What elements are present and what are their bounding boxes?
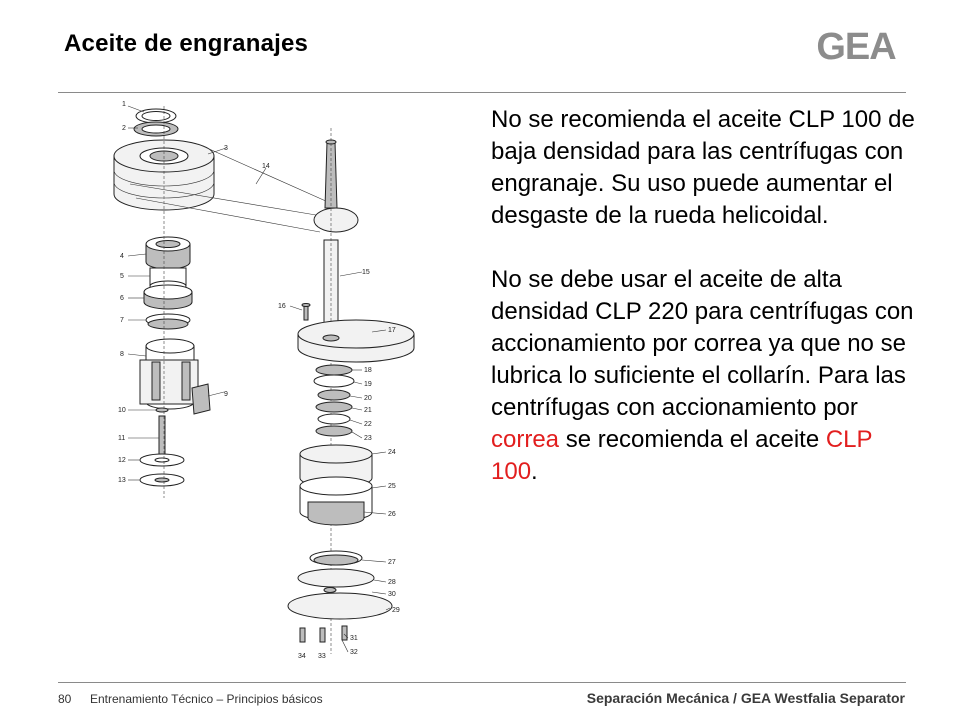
footer-brand <box>587 690 905 706</box>
part-label-20: 20 <box>364 395 372 402</box>
paragraph-gear-oil: No se recomienda el aceite CLP 100 de baja densidad para las centrífugas con engranaje. Su uso puede aumentar el desgaste de la rueda helicoidal. <box>491 106 915 229</box>
footer-left <box>58 692 323 706</box>
part-label-24: 24 <box>388 449 396 456</box>
part-label-31: 31 <box>350 635 358 642</box>
part-label-4: 4 <box>120 253 124 260</box>
header-divider <box>58 92 906 93</box>
part-label-32: 32 <box>350 649 358 656</box>
footer-divider <box>58 682 906 683</box>
part-label-21: 21 <box>364 407 372 414</box>
brand-division: Separación Mecánica <box>586 690 730 706</box>
exploded-view-diagram <box>100 98 440 664</box>
part-label-22: 22 <box>364 421 372 428</box>
part-label-8: 8 <box>120 351 124 358</box>
gea-logo-text: GEA <box>816 26 896 66</box>
part-label-34: 34 <box>298 653 306 660</box>
course-name: Entrenamiento Técnico – Principios básicos <box>90 692 323 706</box>
brand-company: GEA Westfalia Separator <box>740 690 905 706</box>
part-label-13: 13 <box>118 477 126 484</box>
part-label-18: 18 <box>364 367 372 374</box>
p2-text-start: No se debe usar el aceite de alta densidad CLP 220 para centrífugas con accionamiento por correa ya que no se lubrica lo suficiente el collarín. Para las centrífugas con accionamiento por <box>491 266 914 421</box>
gea-logo <box>806 26 906 66</box>
p2-text-mid: se recomienda el aceite <box>559 426 826 453</box>
part-label-26: 26 <box>388 511 396 518</box>
part-label-29: 29 <box>392 607 400 614</box>
part-label-5: 5 <box>120 273 124 280</box>
part-label-19: 19 <box>364 381 372 388</box>
page-number: 80 <box>58 692 72 706</box>
part-label-7: 7 <box>120 317 124 324</box>
part-label-15: 15 <box>362 269 370 276</box>
part-label-23: 23 <box>364 435 372 442</box>
part-label-10: 10 <box>118 407 126 414</box>
paragraph-belt-drive <box>491 264 921 488</box>
brand-separator: / <box>729 690 741 706</box>
part-label-30: 30 <box>388 591 396 598</box>
part-label-1: 1 <box>122 101 126 108</box>
part-label-27: 27 <box>388 559 396 566</box>
part-label-9: 9 <box>224 391 228 398</box>
part-label-17: 17 <box>388 327 396 334</box>
highlight-clp100: CLP 100 <box>491 426 873 485</box>
part-label-3: 3 <box>224 145 228 152</box>
part-label-25: 25 <box>388 483 396 490</box>
part-label-6: 6 <box>120 295 124 302</box>
part-label-11: 11 <box>118 435 126 442</box>
part-label-33: 33 <box>318 653 326 660</box>
part-label-12: 12 <box>118 457 126 464</box>
slide-title: Aceite de engranajes <box>64 30 309 57</box>
diagram-parts <box>114 106 414 654</box>
part-label-2: 2 <box>122 125 126 132</box>
part-label-16: 16 <box>278 303 286 310</box>
p2-text-end: . <box>531 458 538 485</box>
highlight-correa: correa <box>491 426 560 453</box>
part-label-28: 28 <box>388 579 396 586</box>
body-text <box>491 104 921 488</box>
part-label-14: 14 <box>262 163 270 170</box>
